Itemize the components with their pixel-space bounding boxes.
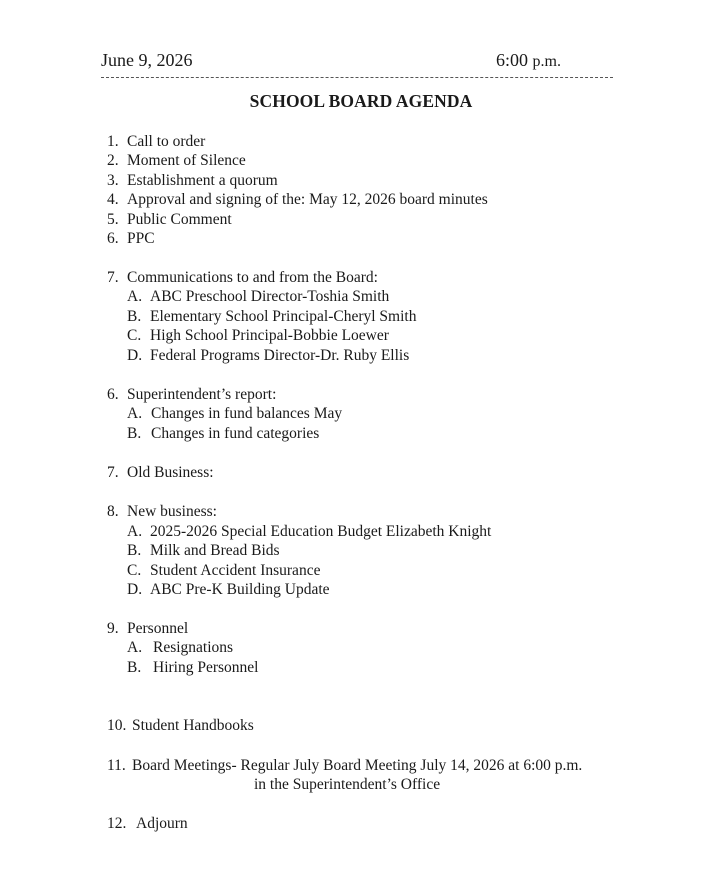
subitem-text: Changes in fund categories [151, 425, 320, 442]
meeting-date: June 9, 2026 [101, 50, 193, 70]
meeting-time-value: 6:00 [496, 50, 529, 70]
agenda-item [107, 171, 278, 190]
subitem-text: Milk and Bread Bids [150, 542, 280, 559]
agenda-item [107, 502, 217, 521]
item-number: 3. [107, 172, 119, 189]
item-number: 9. [107, 620, 119, 637]
item-number: 6. [107, 386, 119, 403]
subitem-letter: D. [127, 347, 143, 364]
subitem-letter: A. [127, 288, 143, 305]
agenda-item [107, 268, 378, 287]
subitem-letter: C. [127, 562, 142, 579]
item-number: 8. [107, 503, 119, 520]
agenda-subitem [127, 561, 320, 580]
item-text: Adjourn [136, 815, 188, 832]
item-text: New business: [127, 503, 217, 520]
item-text: Establishment a quorum [127, 172, 278, 189]
subitem-letter: B. [127, 542, 142, 559]
item-number: 2. [107, 152, 119, 169]
item-number: 1. [107, 133, 119, 150]
subitem-letter: D. [127, 581, 143, 598]
subitem-text: Elementary School Principal-Cheryl Smith [150, 308, 417, 325]
agenda-subitem [127, 580, 330, 599]
item-continuation: in the Superintendent’s Office [254, 776, 441, 793]
subitem-text: ABC Pre-K Building Update [150, 581, 330, 598]
subitem-text: Hiring Personnel [153, 659, 259, 676]
agenda-subitem [127, 287, 389, 306]
item-number: 10. [107, 717, 127, 734]
item-text: Communications to and from the Board: [127, 269, 378, 286]
subitem-letter: A. [127, 405, 143, 422]
subitem-letter: B. [127, 425, 142, 442]
agenda-subitem [127, 424, 319, 443]
agenda-item [107, 619, 188, 638]
agenda-item [107, 151, 246, 170]
subitem-letter: B. [127, 659, 142, 676]
agenda-subitem [127, 638, 233, 657]
subitem-text: High School Principal-Bobbie Loewer [150, 327, 389, 344]
item-number: 4. [107, 191, 119, 208]
item-text: Public Comment [127, 211, 232, 228]
subitem-text: Student Accident Insurance [150, 562, 321, 579]
agenda-item [107, 385, 276, 404]
item-text: Approval and signing of the: May 12, 2026 board minutes [127, 191, 488, 208]
agenda-title: SCHOOL BOARD AGENDA [249, 91, 473, 111]
agenda-subitem [127, 326, 389, 345]
subitem-text: ABC Preschool Director-Toshia Smith [150, 288, 390, 305]
item-text: Student Handbooks [132, 717, 254, 734]
agenda-subitem [127, 658, 258, 677]
item-number: 6. [107, 230, 119, 247]
subitem-letter: C. [127, 327, 142, 344]
subitem-letter: B. [127, 308, 142, 325]
item-text: Superintendent’s report: [127, 386, 277, 403]
agenda-subitem [127, 404, 342, 423]
item-text: Old Business: [127, 464, 214, 481]
header-divider [101, 77, 613, 78]
header-row [101, 50, 561, 76]
agenda-item [107, 229, 155, 248]
agenda-item [107, 132, 205, 151]
agenda-item [107, 756, 582, 775]
agenda-subitem [127, 346, 409, 365]
item-number: 7. [107, 464, 119, 481]
item-text: Board Meetings- Regular July Board Meeting July 14, 2026 at 6:00 p.m. [132, 757, 583, 774]
agenda-item [107, 210, 232, 229]
item-number: 7. [107, 269, 119, 286]
agenda-item [107, 716, 254, 735]
subitem-text: Resignations [153, 639, 234, 656]
item-text: Moment of Silence [127, 152, 246, 169]
subitem-text: Federal Programs Director-Dr. Ruby Ellis [150, 347, 410, 364]
subitem-letter: A. [127, 639, 143, 656]
item-text: PPC [127, 230, 155, 247]
agenda-item [107, 190, 488, 209]
subitem-letter: A. [127, 523, 143, 540]
meeting-time-suffix: p.m. [532, 53, 561, 70]
subitem-text: 2025-2026 Special Education Budget Elizabeth Knight [150, 523, 492, 540]
item-text: Call to order [127, 133, 206, 150]
subitem-text: Changes in fund balances May [151, 405, 343, 422]
agenda-subitem [127, 522, 491, 541]
meeting-time [496, 50, 561, 71]
item-number: 12. [107, 815, 127, 832]
item-number: 5. [107, 211, 119, 228]
item-number: 11. [107, 757, 126, 774]
agenda-item [107, 463, 214, 482]
agenda-item [107, 814, 188, 833]
agenda-subitem [127, 541, 280, 560]
item-text: Personnel [127, 620, 189, 637]
agenda-subitem [127, 307, 416, 326]
